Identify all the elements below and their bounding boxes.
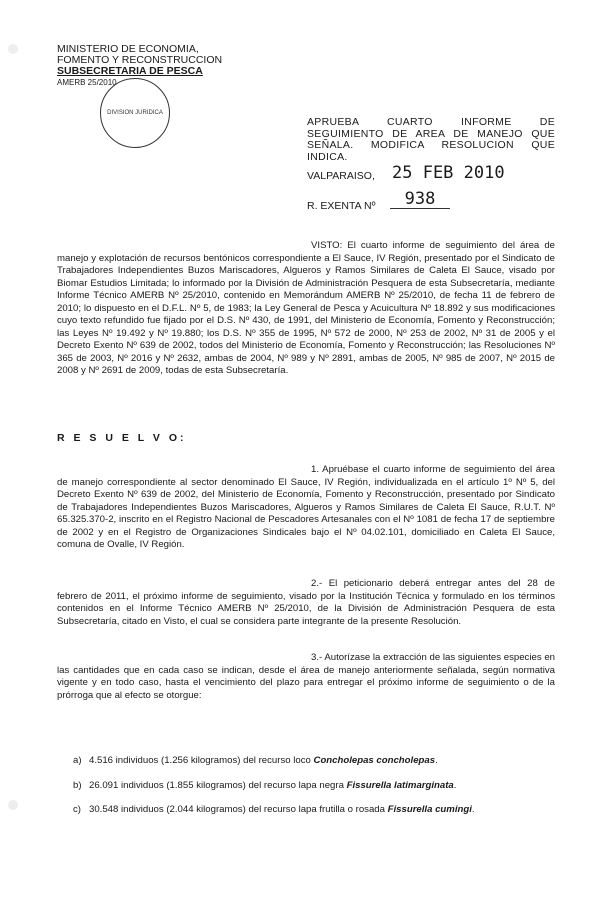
species-item-a: [73, 755, 563, 767]
item-text: 30.548 individuos (2.044 kilogramos) del recurso lapa frutilla o rosada: [89, 804, 388, 815]
amerb-reference: AMERB 25/2010: [57, 78, 117, 87]
resuelvo-heading: R E S U E L V O:: [57, 432, 187, 444]
item-end: .: [435, 755, 438, 766]
item-end: .: [453, 780, 457, 791]
exenta-number: 938: [390, 190, 450, 209]
item-marker: b): [73, 780, 82, 791]
item-species: Fissurella cumingi: [387, 804, 472, 815]
date-stamp: 25 FEB 2010: [392, 163, 505, 183]
ministry-line-1: MINISTERIO DE ECONOMIA,: [57, 43, 199, 55]
item-marker: a): [73, 755, 82, 766]
item-marker: c): [73, 804, 81, 815]
item-species: Fissurella latimarginata: [346, 780, 454, 791]
place-label: VALPARAISO,: [307, 170, 375, 182]
resolution-point-1: 1. Apruébase el cuarto informe de seguimiento del área de manejo correspondiente al sector denominado El Sauce, IV Región, individualizada en el artículo 1º Nº 5, del Decreto Exento Nº 639 de 2002, del Ministerio de Economía, Fomento y Reconstrucción, presentado por Sindicato de Trabajadores Independientes Buzos Mariscadores, Algueros y Ramos Similares de Caleta El Sauce, R.U.T. Nº 65.325.370-2, inscrito en el Registro Nacional de Pescadores Artesanales con el Nº 1081 de fecha 17 de septiembre de 2002 y en el Registro de Organizaciones Sindicales bajo el Nº 04.02.101, domiciliado en Caleta El Sauce, comuna de Ovalle, IV Región.: [57, 464, 555, 550]
juridica-stamp: [100, 78, 170, 148]
stamp-text: DIVISION JURIDICA: [107, 109, 163, 116]
species-item-c: [73, 804, 563, 816]
species-item-b: [73, 780, 563, 792]
resolution-point-2: 2.- El peticionario deberá entregar antes del 28 de febrero de 2011, el próximo informe de seguimiento, visado por la Institución Técnica y formulado en los términos contenidos en el Informe Técnico AMERB Nº 25/2010, de la División de Administración Pesquera de esta Subsecretaría, citado en Visto, el cual se considera parte integrante de la presente Resolución.: [57, 578, 555, 627]
punch-hole: [8, 44, 18, 54]
item-text: 26.091 individuos (1.855 kilogramos) del recurso lapa negra: [89, 780, 347, 791]
item-text: 4.516 individuos (1.256 kilogramos) del recurso loco: [89, 755, 314, 766]
ministry-line-2: FOMENTO Y RECONSTRUCCION: [57, 54, 223, 66]
punch-hole: [8, 800, 18, 810]
resolution-point-3: 3.- Autorízase la extracción de las siguientes especies en las cantidades que en cada caso se indican, desde el área de manejo anteriormente señalada, según normativa vigente y en todo caso, hasta el vencimiento del plazo para entregar el próximo informe de seguimiento o de la prórroga que al efecto se otorgue:: [57, 652, 555, 701]
item-end: .: [471, 804, 475, 815]
subsecretaria-line: SUBSECRETARIA DE PESCA: [57, 65, 203, 77]
exenta-label: R. EXENTA Nº: [307, 200, 376, 212]
visto-paragraph: VISTO: El cuarto informe de seguimiento del área de manejo y explotación de recursos bentónicos correspondiente a El Sauce, IV Región, presentado por el Sindicato de Trabajadores Independientes Buzos Mariscadores, Algueros y Ramos Similares de Caleta El Sauce, visado por Biomar Estudios Limitada; lo informado por la División de Administración Pesquera de esta Subsecretaría, mediante Informe Técnico AMERB Nº 25/2010, contenido en Memorándum AMERB Nº 25/2010, de fecha 11 de febrero de 2010; lo dispuesto en el D.F.L. Nº 5, de 1983; la Ley General de Pesca y Acuicultura Nº 18.892 y sus modificaciones cuyo texto refundido fue fijado por el D.S. Nº 430, de 1991, del Ministerio de Economía, Fomento y Reconstrucción; las Leyes Nº 19.492 y Nº 19.880; los D.S. Nº 355 de 1995, Nº 572 de 2000, Nº 253 de 2002, Nº 31 de 2005 y el Decreto Exento Nº 639 de 2002, todos del Ministerio de Economía, Fomento y Reconstrucción; las Resoluciones Nº 365 de 2003, Nº 2016 y Nº 2632, ambas de 2004, Nº 989 y Nº 2891, ambas de 2005, Nº 985 de 2007, Nº 2015 de 2008 y Nº 2691 de 2009, todas de esta Subsecretaría.: [57, 240, 555, 376]
item-species: Concholepas concholepas: [313, 755, 436, 766]
resolution-subject: APRUEBA CUARTO INFORME DE SEGUIMIENTO DE AREA DE MANEJO QUE SEÑALA. MODIFICA RESOLUCION QUE INDICA.: [307, 116, 555, 163]
